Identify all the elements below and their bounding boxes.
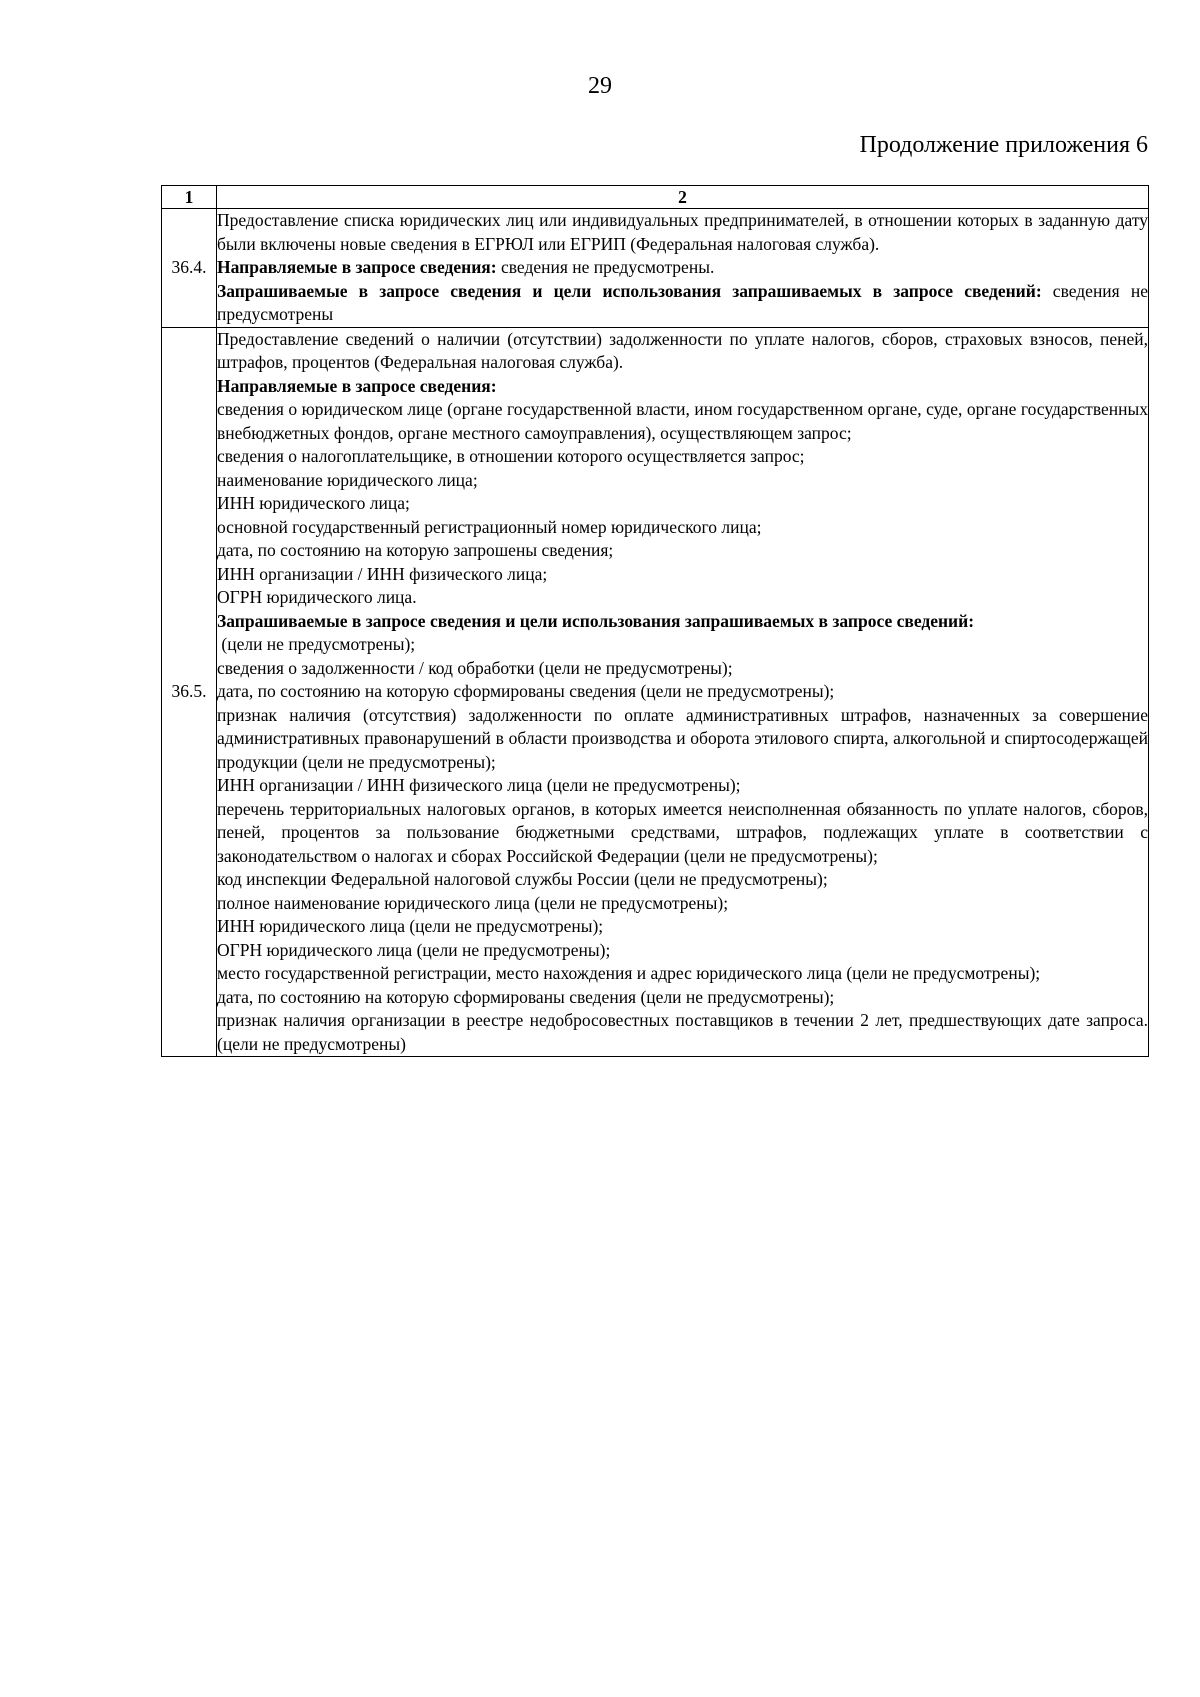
content-line	[217, 256, 1148, 280]
line-text: ОГРН юридического лица.	[217, 587, 417, 607]
content-line	[217, 586, 1148, 610]
table-body	[162, 209, 1153, 1057]
bold-heading: Запрашиваемые в запросе сведения и цели использования запрашиваемых в запросе сведений:	[217, 610, 975, 631]
table-header-row	[162, 186, 1149, 209]
line-text: сведения о задолженности / код обработки (цели не предусмотрены);	[217, 657, 733, 678]
line-text: полное наименование юридического лица (цели не предусмотрены);	[217, 892, 729, 913]
line-text: (цели не предусмотрены);	[217, 634, 416, 654]
item-number: 36.5.	[162, 327, 217, 1057]
content-line	[217, 774, 1148, 798]
line-text: место государственной регистрации, место нахождения и адрес юридического лица (цели не предусмотрены);	[217, 963, 1041, 983]
content-line	[217, 610, 1148, 634]
table-row	[162, 209, 1149, 328]
content-line	[217, 986, 1148, 1010]
line-text: сведения о налогоплательщике, в отношении которого осуществляется запрос;	[217, 446, 805, 466]
content-line	[217, 939, 1148, 963]
bold-heading: Запрашиваемые в запросе сведения и цели использования запрашиваемых в запросе сведений:	[217, 280, 1042, 301]
content-line	[217, 398, 1153, 445]
content-line	[217, 798, 1153, 869]
content-line	[217, 445, 1148, 469]
content-line	[217, 280, 1153, 327]
content-line	[217, 375, 1148, 399]
table-row	[162, 327, 1149, 1057]
bold-heading: Направляемые в запросе сведения:	[217, 375, 497, 396]
line-text: код инспекции Федеральной налоговой службы России (цели не предусмотрены);	[217, 869, 828, 889]
line-text: основной государственный регистрационный номер юридического лица;	[217, 516, 762, 537]
content-line	[217, 915, 1148, 939]
content-line	[217, 469, 1148, 493]
item-number: 36.4.	[162, 209, 217, 328]
content-line	[217, 704, 1153, 775]
content-line	[217, 657, 1148, 681]
content-line	[217, 328, 1153, 375]
requirements-table	[161, 185, 1153, 1057]
line-text: перечень территориальных налоговых органов, в которых имеется неисполненная обязанность по уплате налогов, сборов, пеней, процентов за пользование бюджетными средствами, штрафов, подлежащих уплате в соответствии с законодательством о налогах и сборах Российской Федерации (цели не предусмотрены);	[217, 798, 1153, 866]
line-text: дата, по состоянию на которую сформированы сведения (цели не предусмотрены);	[217, 986, 835, 1007]
line-text: признак наличия (отсутствия) задолженности по оплате административных штрафов, назначенных за совершение административных правонарушений в области производства и оборота этилового спирта, алкогольной и спиртосодержащей продукции (цели не предусмотрены);	[217, 704, 1153, 772]
content-line	[217, 962, 1148, 986]
content-line	[217, 563, 1148, 587]
content-line	[217, 492, 1148, 516]
item-content	[217, 327, 1153, 1057]
line-text: Предоставление сведений о наличии (отсутствии) задолженности по уплате налогов, сборов, страховых взносов, пеней, штрафов, процентов (Федеральная налоговая служба).	[217, 328, 1153, 372]
content-line	[217, 633, 1148, 657]
content-line	[217, 892, 1148, 916]
line-text: ОГРН юридического лица (цели не предусмотрены);	[217, 939, 611, 960]
content-line	[217, 868, 1148, 892]
content-line	[217, 1009, 1153, 1056]
line-text: дата, по состоянию на которую сформированы сведения (цели не предусмотрены);	[217, 681, 835, 701]
line-text: ИНН организации / ИНН физического лица;	[217, 563, 548, 584]
content-line	[217, 209, 1153, 256]
item-content	[217, 209, 1153, 328]
line-text: ИНН юридического лица (цели не предусмотрены);	[217, 916, 604, 936]
line-text: сведения о юридическом лице (органе государственной власти, ином государственном органе, суде, органе государственных внебюджетных фондов, органе местного самоуправления), осуществляющем запрос;	[217, 399, 1153, 443]
bold-heading: Направляемые в запросе сведения:	[217, 257, 497, 277]
appendix-continuation-label: Продолжение приложения 6	[859, 132, 1148, 158]
line-text: Предоставление списка юридических лиц или индивидуальных предпринимателей, в отношении которых в заданную дату были включены новые сведения в ЕГРЮЛ или ЕГРИП (Федеральная налоговая служба).	[217, 210, 1153, 254]
line-text: сведения не предусмотрены	[217, 280, 1153, 324]
content-line	[217, 680, 1148, 704]
content-line	[217, 539, 1148, 563]
line-text: сведения не предусмотрены.	[496, 257, 715, 277]
line-text: признак наличия организации в реестре недобросовестных поставщиков в течении 2 лет, предшествующих дате запроса. (цели не предусмотрены)	[217, 1010, 1153, 1054]
line-text: ИНН организации / ИНН физического лица (цели не предусмотрены);	[217, 775, 741, 795]
column-header-1: 1	[162, 186, 217, 209]
line-text: наименование юридического лица;	[217, 469, 478, 490]
content-line	[217, 516, 1148, 540]
page-number: 29	[588, 73, 612, 99]
line-text: дата, по состоянию на которую запрошены сведения;	[217, 540, 614, 560]
column-header-2: 2	[217, 186, 1149, 209]
line-text: ИНН юридического лица;	[217, 493, 410, 513]
